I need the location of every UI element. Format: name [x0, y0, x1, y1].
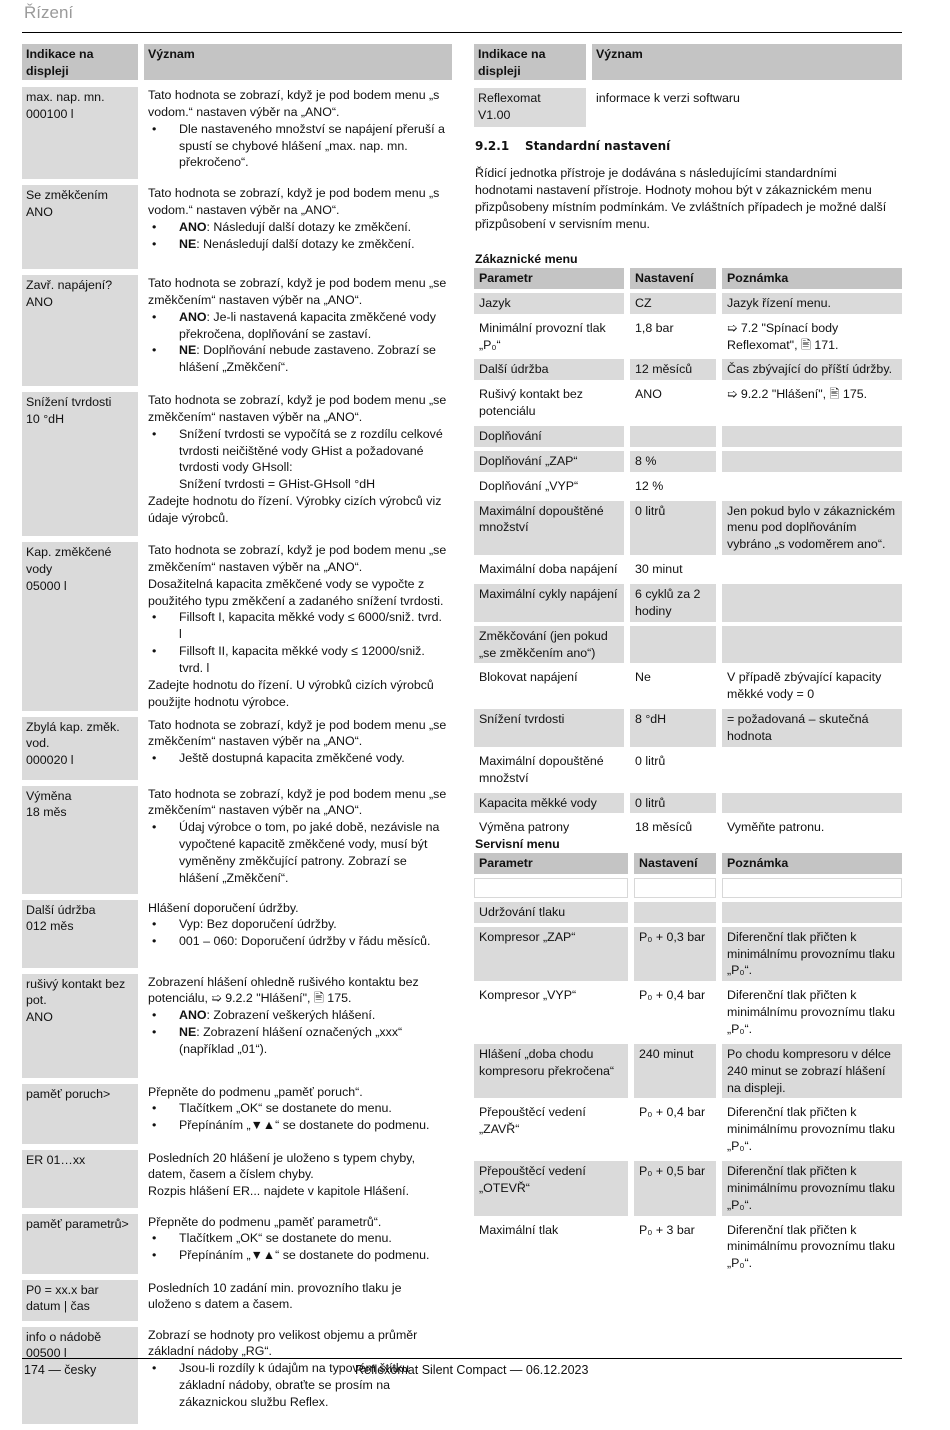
display-line: Snížení tvrdosti	[26, 395, 112, 409]
parameter-cell: Maximální dopouštěné množství	[474, 501, 624, 556]
header-cell: Parametr	[474, 853, 628, 874]
setting-cell: 8 °dH	[630, 709, 716, 747]
parameter-cell: Doplňování „VYP“	[479, 478, 579, 493]
meaning-cell	[144, 717, 452, 780]
setting-cell: 0 litrů	[630, 793, 716, 814]
setting-cell: 30 minut	[635, 562, 683, 577]
bullet-item	[148, 476, 448, 493]
bullet-list	[148, 609, 448, 676]
table-row	[474, 878, 902, 898]
parameter-cell: Maximální cykly napájení	[474, 584, 624, 622]
note-cell: ➯ 7.2 "Spínací body Reflexomat", 🖹 171.	[727, 320, 839, 352]
bullet-text: : Je-li nastavená kapacita změkčené vody překročena, doplňování se zastaví.	[179, 309, 436, 341]
display-cell	[22, 974, 138, 1078]
display-line: 00500 l	[26, 1346, 67, 1361]
display-cell	[22, 1214, 138, 1274]
bullet-text: Snížení tvrdosti = GHist-GHsoll °dH	[179, 477, 376, 492]
display-cell	[22, 392, 138, 536]
parameter-cell: Udržování tlaku	[474, 902, 628, 923]
parameter-cell: Doplňování „ZAP“	[474, 451, 624, 472]
note-cell	[722, 451, 902, 472]
display-cell	[22, 185, 138, 269]
top-divider	[22, 32, 902, 33]
bullet-text: : Zobrazení hlášení označených „xxx“ (například „01“).	[179, 1025, 403, 1057]
bullet-list	[148, 426, 448, 493]
meaning-text: Přepněte do podmenu „paměť parametrů“.	[148, 1214, 382, 1229]
header-cell: Nastavení	[630, 268, 716, 289]
note-cell: Jazyk řízení menu.	[722, 293, 902, 314]
setting-cell: 240 minut	[634, 1044, 716, 1099]
bullet-text: Vyp: Bez doporučení údržby.	[179, 917, 337, 932]
note-cell: Čas zbývající do příští údržby.	[722, 359, 902, 380]
table-row	[22, 185, 452, 269]
meaning-text: Tato hodnota se zobrazí, když je pod bodem menu „se změkčením“ nastaven výběr na „ANO“.	[148, 717, 447, 749]
table-row	[474, 709, 902, 747]
setting-cell	[630, 626, 716, 664]
meaning-text: Tato hodnota se zobrazí, když je pod bodem menu „s vodom.“ nastaven výběr na „ANO“.	[148, 186, 440, 217]
setting-cell: ANO	[635, 387, 662, 402]
display-line: 05000 l	[26, 578, 67, 593]
customer-menu-table	[474, 268, 902, 842]
bullet-keyword: NE	[179, 343, 197, 358]
display-line: Zbylá kap. změk.	[26, 719, 120, 734]
display-cell	[22, 1084, 138, 1144]
header-cell: Poznámka	[722, 853, 902, 874]
meaning-cell	[144, 974, 452, 1078]
table-row	[22, 1214, 452, 1274]
display-line: Výměna	[26, 788, 72, 803]
meaning-cell	[144, 185, 452, 269]
page-title: Řízení	[24, 3, 74, 22]
section-number: 9.2.1	[475, 139, 510, 153]
display-line: ANO	[26, 1010, 53, 1025]
table-row	[474, 451, 902, 472]
table-row	[474, 667, 902, 705]
section-intro: Řídicí jednotka přístroje je dodávána s následujícími standardními hodnotami nastavení přístroje. Hodnoty mohou být v zákaznickém menu přizpůsobeny místním podmínkám. Ve zvláštních případech je možné další přizpůsobení v servisním menu.	[475, 166, 887, 231]
table-row	[474, 751, 902, 789]
bullet-list	[148, 819, 448, 886]
meaning-cell	[144, 1150, 452, 1208]
bullet-keyword: NE	[179, 1025, 197, 1040]
parameter-cell: Minimální provozní tlak „P₀“	[479, 320, 606, 352]
table-header	[474, 268, 902, 289]
note-cell	[722, 476, 902, 497]
display-line: Se změkčením	[26, 188, 108, 202]
parameter-cell: Maximální doba napájení	[479, 562, 618, 577]
table-row	[474, 793, 902, 814]
bullet-list	[148, 916, 448, 950]
bullet-item	[148, 1007, 448, 1024]
bullet-keyword: NE	[179, 236, 197, 251]
bullet-item	[148, 219, 448, 236]
meaning-text: Zobrazí se hodnoty pro velikost objemu a průměr základní nádoby „RG“.	[148, 1327, 418, 1359]
bullet-text: : Nenásledují další dotazy ke změkčení.	[196, 236, 415, 251]
right-table-header	[474, 44, 902, 80]
bullet-list	[148, 1230, 448, 1264]
display-cell	[22, 1280, 138, 1321]
meaning-text: Tato hodnota se zobrazí, když je pod bodem menu „se změkčením“ nastaven výběr na „ANO“.	[148, 276, 447, 307]
display-line: 000020 l	[26, 753, 74, 768]
note-cell	[722, 626, 902, 664]
display-line: info o nádobě	[26, 1329, 102, 1344]
parameter-cell: Výměna patrony	[479, 820, 570, 835]
display-line: paměť poruch>	[26, 1086, 111, 1101]
service-menu-table	[474, 853, 902, 1278]
setting-cell: CZ	[630, 293, 716, 314]
display-line: 10 °dH	[26, 411, 65, 426]
table-row	[22, 974, 452, 1078]
header-meaning: Význam	[592, 44, 902, 80]
parameter-cell: Změkčování (jen pokud „se změkčením ano“)	[474, 626, 624, 664]
bullet-text: Jsou-li rozdíly k údajům na typovém štítku základní nádoby, obraťte se prosím na zákaznickou službu Reflex.	[179, 1361, 410, 1410]
meaning-text: Tato hodnota se zobrazí, když je pod bodem menu „se změkčením“ nastaven výběr na „ANO“.	[148, 543, 447, 574]
display-cell	[22, 786, 138, 894]
bullet-item	[148, 1230, 448, 1247]
setting-cell	[634, 902, 716, 923]
meaning-cell	[144, 542, 452, 711]
table-row	[474, 318, 902, 356]
table-row	[474, 384, 902, 422]
bullet-text: 001 – 060: Doporučení údržby v řádu měsíců.	[179, 934, 431, 949]
bullet-item	[148, 1117, 448, 1134]
display-line: ANO	[26, 204, 53, 219]
bullet-item	[148, 750, 448, 767]
note-cell	[722, 584, 902, 622]
meaning-text: Tato hodnota se zobrazí, když je pod bodem menu „se změkčením“ nastaven výběr na „ANO“.	[148, 786, 447, 818]
table-group-row	[474, 626, 902, 664]
table-row	[22, 1084, 452, 1144]
page-footer-center: Reflexomat Silent Compact — 06.12.2023	[355, 1363, 589, 1377]
display-line: Další údržba	[26, 902, 96, 917]
parameter-cell: Snížení tvrdosti	[474, 709, 624, 747]
bullet-item	[148, 643, 448, 677]
setting-cell: 18 měsíců	[635, 820, 693, 835]
note-cell	[722, 793, 902, 814]
display-line: P0 = xx.x bar	[26, 1282, 99, 1297]
note-cell: Jen pokud bylo v zákaznickém menu pod doplňováním vybráno „s vodoměrem ano“.	[722, 501, 902, 556]
display-indication-table	[22, 44, 452, 1430]
setting-cell: 1,8 bar	[635, 320, 674, 335]
parameter-cell: Doplňování	[474, 426, 624, 447]
bullet-text: Ještě dostupná kapacita změkčené vody.	[179, 751, 405, 766]
setting-cell: 0 litrů	[635, 753, 666, 768]
parameter-cell: Další údržba	[474, 359, 624, 380]
bullet-text: Tlačítkem „OK“ se dostanete do menu.	[179, 1101, 392, 1116]
display-cell	[22, 87, 138, 179]
bullet-list	[148, 219, 448, 253]
table-row	[22, 275, 452, 386]
table-group-row	[474, 902, 902, 923]
display-cell	[22, 717, 138, 780]
meaning-cell	[144, 1084, 452, 1144]
display-line: vod.	[26, 736, 50, 751]
table-row	[22, 900, 452, 968]
bullet-item	[148, 819, 448, 886]
setting-cell: P₀ + 3 bar	[639, 1222, 695, 1237]
bullet-item	[148, 309, 448, 343]
table-row	[474, 501, 902, 556]
parameter-cell	[474, 878, 628, 898]
meaning-text: Zadejte hodnotu do řízení. U výrobků cizích výrobců použijte hodnotu výrobce.	[148, 677, 434, 709]
bullet-text: : Následují další dotazy ke změkčení.	[206, 219, 412, 234]
header-cell: Poznámka	[722, 268, 902, 289]
setting-cell: 12 měsíců	[630, 359, 716, 380]
bullet-item	[148, 426, 448, 477]
bullet-keyword: ANO	[179, 309, 207, 324]
header-display: Indikace na displeji	[474, 44, 586, 80]
bullet-item	[148, 1247, 448, 1264]
bullet-text: Přepínáním „▼▲“ se dostanete do podmenu.	[179, 1248, 430, 1263]
meaning-cell	[144, 392, 452, 536]
meaning-text: Posledních 20 hlášení je uloženo s typem chyby, datem, časem a číslem chyby.	[148, 1150, 416, 1182]
table-body	[22, 87, 452, 1424]
table-group-row	[474, 426, 902, 447]
note-cell: Diferenční tlak přičten k minimálnímu provoznímu tlaku „P₀“.	[727, 1222, 896, 1271]
parameter-cell: Kapacita měkké vody	[474, 793, 624, 814]
parameter-cell: Blokovat napájení	[479, 670, 578, 685]
setting-cell: Ne	[635, 670, 651, 685]
header-meaning: Význam	[144, 44, 452, 80]
setting-cell: 6 cyklů za 2 hodiny	[630, 584, 716, 622]
meaning-text: Posledních 10 zadání min. provozního tlaku je uloženo s datem a časem.	[148, 1280, 402, 1312]
bullet-text: Údaj výrobce o tom, po jaké době, nezávisle na vypočtené kapacitě změkčené vody, musí být vyměněny změkčující patrony. Zobrazí se hlášení „Změkčení“.	[179, 820, 440, 885]
bullet-list	[148, 121, 448, 172]
parameter-cell: Kompresor „VYP“	[479, 988, 577, 1003]
header-cell: Nastavení	[634, 853, 716, 874]
note-cell	[722, 426, 902, 447]
table-row	[474, 559, 902, 580]
note-cell: Po chodu kompresoru v délce 240 minut se zobrazí hlášení na displeji.	[722, 1044, 902, 1099]
table-row	[474, 1044, 902, 1099]
bullet-text: : Doplňování nebude zastaveno. Zobrazí se hlášení „Změkčení“.	[179, 343, 436, 375]
table-row	[474, 293, 902, 314]
note-cell	[722, 902, 902, 923]
bullet-text: Fillsoft II, kapacita měkké vody ≤ 12000/sniž. tvrd. l	[179, 644, 425, 676]
display-line: pot.	[26, 993, 47, 1008]
service-menu-title: Servisní menu	[475, 837, 560, 851]
display-line: paměť parametrů>	[26, 1216, 129, 1231]
table-row	[474, 985, 902, 1040]
note-cell: Vyměňte patronu.	[727, 820, 825, 835]
section-title: Standardní nastavení	[525, 139, 671, 153]
setting-cell: P₀ + 0,3 bar	[634, 927, 716, 982]
bullet-text: : Zobrazení veškerých hlášení.	[206, 1008, 376, 1023]
display-line: max. nap. mn.	[26, 90, 105, 104]
table-row	[474, 1161, 902, 1216]
table-row	[474, 1102, 902, 1157]
parameter-cell: Přepouštěcí vedení „OTEVŘ“	[474, 1161, 628, 1216]
table-row	[474, 584, 902, 622]
note-cell: Diferenční tlak přičten k minimálnímu provoznímu tlaku „P₀“.	[727, 1105, 896, 1154]
bullet-text: Fillsoft I, kapacita měkké vody ≤ 6000/sniž. tvrd. l	[179, 610, 442, 642]
table-header	[474, 853, 902, 874]
meaning-cell	[144, 900, 452, 968]
bullet-item	[148, 933, 448, 950]
setting-cell: P₀ + 0,4 bar	[639, 1105, 706, 1120]
setting-cell: P₀ + 0,5 bar	[634, 1161, 716, 1216]
table-row	[22, 392, 452, 536]
display-line: 000100 l	[26, 106, 74, 121]
bullet-item	[148, 1100, 448, 1117]
note-cell: Diferenční tlak přičten k minimálnímu provoznímu tlaku „P₀“.	[722, 927, 902, 982]
parameter-cell: Kompresor „ZAP“	[474, 927, 628, 982]
parameter-cell: Jazyk	[474, 293, 624, 314]
meaning-text: Hlášení doporučení údržby.	[148, 900, 299, 915]
parameter-cell: Hlášení „doba chodu kompresoru překročena“	[474, 1044, 628, 1099]
table-row	[474, 1220, 902, 1275]
parameter-cell: Maximální dopouštěné množství	[479, 753, 604, 785]
bullet-text: Dle nastaveného množství se napájení přeruší a spustí se chybové hlášení „max. nap. mn. překročeno“.	[179, 121, 445, 170]
bullet-keyword: ANO	[179, 219, 207, 234]
bullet-item	[148, 236, 448, 253]
bullet-list	[148, 1007, 448, 1058]
display-line: ER 01…xx	[26, 1152, 86, 1167]
note-cell: Diferenční tlak přičten k minimálnímu provoznímu tlaku „P₀“.	[722, 1161, 902, 1216]
display-cell	[474, 88, 586, 127]
table-row	[22, 786, 452, 894]
table-row	[22, 1280, 452, 1321]
table-row	[474, 927, 902, 982]
meaning-cell	[144, 87, 452, 179]
display-cell	[22, 1150, 138, 1208]
display-line: V1.00	[478, 107, 511, 122]
display-line: vody	[26, 561, 53, 576]
note-cell	[722, 751, 902, 789]
meaning-text: Dosažitelná kapacita změkčené vody se vypočte z použitého typu změkčení a zadaného snížení tvrdosti.	[148, 576, 444, 608]
table-row	[474, 359, 902, 380]
display-line: ANO	[26, 294, 53, 309]
bottom-divider	[22, 1358, 902, 1359]
meaning-text: Tato hodnota se zobrazí, když je pod bodem menu „se změkčením“ nastaven výběr na „ANO“.	[148, 393, 447, 424]
bullet-item	[148, 342, 448, 376]
bullet-text: Snížení tvrdosti se vypočítá se z rozdílu celkové tvrdosti neičištěné vody GHist a požadované tvrdosti vody GHsoll:	[179, 426, 443, 475]
setting-cell: 8 %	[630, 451, 716, 472]
meaning-text: Rozpis hlášení ER... najdete v kapitole Hlášení.	[148, 1184, 410, 1199]
table-row	[22, 717, 452, 780]
bullet-list	[148, 750, 448, 767]
header-display: Indikace na displeji	[22, 44, 138, 80]
meaning-cell	[144, 275, 452, 386]
table-row	[474, 88, 902, 127]
header-cell: Parametr	[474, 268, 624, 289]
setting-cell: 0 litrů	[630, 501, 716, 556]
parameter-cell: Maximální tlak	[479, 1222, 559, 1237]
note-cell	[722, 559, 902, 580]
section-heading	[475, 138, 670, 154]
display-line: rušivý kontakt bez	[26, 976, 126, 991]
display-line: Reflexomat	[478, 91, 541, 105]
display-cell	[22, 275, 138, 386]
bullet-text: Tlačítkem „OK“ se dostanete do menu.	[179, 1231, 392, 1246]
setting-cell: 12 %	[635, 478, 664, 493]
table-row	[22, 87, 452, 179]
note-cell	[722, 878, 902, 898]
parameter-cell: Přepouštěcí vedení „ZAVŘ“	[479, 1105, 586, 1137]
bullet-text: Přepínáním „▼▲“ se dostanete do podmenu.	[179, 1118, 430, 1133]
meaning-cell	[144, 786, 452, 894]
parameter-cell: Rušivý kontakt bez potenciálu	[479, 387, 583, 419]
meaning-text: Zadejte hodnotu do řízení. Výrobky cizích výrobců viz údaje výrobců.	[148, 494, 442, 526]
bullet-keyword: ANO	[179, 1008, 207, 1023]
page-footer-left: 174 — česky	[24, 1363, 97, 1377]
table-row	[22, 1150, 452, 1208]
display-line: 18 měs	[26, 805, 67, 820]
bullet-list	[148, 309, 448, 376]
display-cell	[22, 900, 138, 968]
bullet-item	[148, 916, 448, 933]
note-cell: Diferenční tlak přičten k minimálnímu provoznímu tlaku „P₀“.	[727, 988, 896, 1037]
customer-menu-title: Zákaznické menu	[475, 252, 578, 266]
note-cell: = požadovaná – skutečná hodnota	[722, 709, 902, 747]
meaning-cell: informace k verzi softwaru	[596, 91, 740, 105]
table-row	[22, 542, 452, 711]
bullet-item	[148, 609, 448, 643]
setting-cell	[630, 426, 716, 447]
table-header	[22, 44, 452, 80]
meaning-text: Zobrazení hlášení ohledně rušivého kontaktu bez potenciálu, ➯ 9.2.2 "Hlášení", 🖹 175.	[148, 974, 419, 1006]
display-line: datum | čas	[26, 1299, 90, 1314]
bullet-list	[148, 1100, 448, 1134]
table-row	[474, 476, 902, 497]
display-line: Kap. změkčené	[26, 545, 112, 559]
setting-cell: P₀ + 0,4 bar	[639, 988, 706, 1003]
note-cell: V případě zbývající kapacity měkké vody = 0	[727, 670, 882, 702]
meaning-text: Přepněte do podmenu „paměť poruch“.	[148, 1084, 363, 1099]
meaning-cell	[144, 1214, 452, 1274]
bullet-item	[148, 1024, 448, 1058]
display-line: Zavř. napájení?	[26, 278, 113, 292]
note-cell: ➯ 9.2.2 "Hlášení", 🖹 175.	[727, 387, 868, 402]
display-cell	[22, 542, 138, 711]
meaning-text: Tato hodnota se zobrazí, když je pod bodem menu „s vodom.“ nastaven výběr na „ANO“.	[148, 88, 440, 119]
display-line: 012 měs	[26, 919, 74, 934]
setting-cell	[634, 878, 716, 898]
meaning-cell	[144, 1280, 452, 1321]
bullet-item	[148, 121, 448, 172]
